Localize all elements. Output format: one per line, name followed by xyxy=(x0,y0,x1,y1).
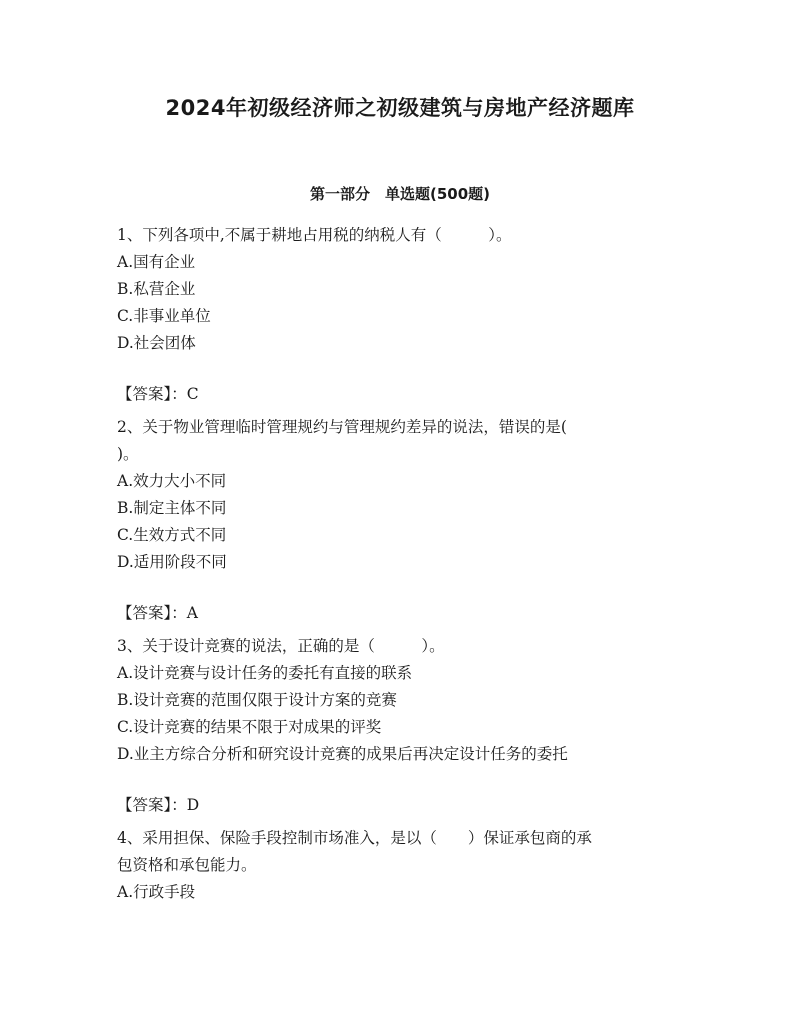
option-c: C.设计竞赛的结果不限于对成果的评奖 xyxy=(117,718,382,736)
answer-value: ：D xyxy=(171,796,200,814)
answer-label: 【答案】 xyxy=(117,604,172,622)
question-stem: 4、采用担保、保险手段控制市场准入，是以（ ）保证承包商的承 xyxy=(117,829,592,847)
option-b: B.制定主体不同 xyxy=(117,499,227,517)
answer-label: 【答案】 xyxy=(117,796,172,814)
question-stem: 2、关于物业管理临时管理规约与管理规约差异的说法，错误的是( xyxy=(117,418,567,436)
answer-value: ：A xyxy=(171,604,198,622)
answer-1 xyxy=(117,381,697,408)
option-c: C.非事业单位 xyxy=(117,307,211,325)
option-b: B.设计竞赛的范围仅限于设计方案的竞赛 xyxy=(117,691,397,709)
question-2 xyxy=(117,414,697,576)
option-d: D.业主方综合分析和研究设计竞赛的成果后再决定设计任务的委托 xyxy=(117,745,568,763)
option-c: C.生效方式不同 xyxy=(117,526,227,544)
answer-2 xyxy=(117,600,697,627)
question-1 xyxy=(117,222,697,357)
question-stem: 1、下列各项中,不属于耕地占用税的纳税人有（ ）。 xyxy=(117,226,512,244)
question-3 xyxy=(117,633,697,768)
question-stem-continued: )。 xyxy=(117,445,139,463)
answer-value: ：C xyxy=(171,385,199,403)
option-a: A.行政手段 xyxy=(117,883,196,901)
option-d: D.社会团体 xyxy=(117,334,196,352)
document-title: 2024年初级经济师之初级建筑与房地产经济题库 xyxy=(165,96,635,120)
option-a: A.国有企业 xyxy=(117,253,196,271)
answer-label: 【答案】 xyxy=(117,385,172,403)
question-stem: 3、关于设计竞赛的说法，正确的是（ ）。 xyxy=(117,637,445,655)
option-a: A.效力大小不同 xyxy=(117,472,227,490)
option-a: A.设计竞赛与设计任务的委托有直接的联系 xyxy=(117,664,413,682)
question-stem-continued: 包资格和承包能力。 xyxy=(117,856,257,874)
option-d: D.适用阶段不同 xyxy=(117,553,227,571)
section-heading: 第一部分 单选题(500题) xyxy=(309,185,491,203)
question-list xyxy=(117,222,697,906)
question-4 xyxy=(117,825,697,906)
option-b: B.私营企业 xyxy=(117,280,196,298)
answer-3 xyxy=(117,792,697,819)
